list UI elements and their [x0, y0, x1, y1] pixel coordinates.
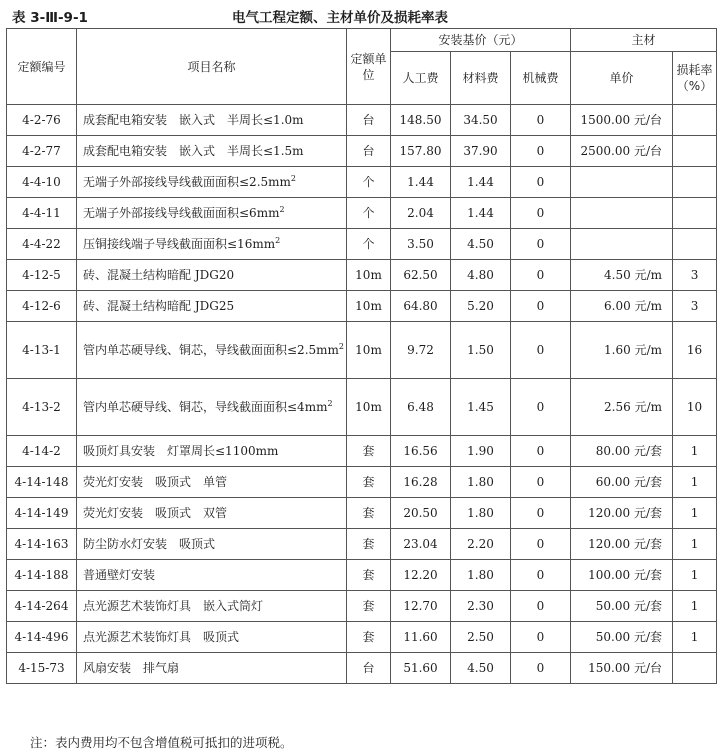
cell-code: 4-4-11	[7, 198, 77, 229]
cell-code: 4-13-2	[7, 379, 77, 436]
cell-unit-price: 4.50 元/m	[571, 260, 673, 291]
cell-labor: 12.20	[391, 560, 451, 591]
cell-material: 1.44	[451, 167, 511, 198]
cell-unit-price	[571, 167, 673, 198]
cell-labor: 64.80	[391, 291, 451, 322]
cell-code: 4-14-264	[7, 591, 77, 622]
cell-material: 4.50	[451, 229, 511, 260]
cell-unit: 套	[347, 591, 391, 622]
cell-labor: 148.50	[391, 105, 451, 136]
cell-material: 4.50	[451, 653, 511, 684]
table-row	[7, 622, 717, 653]
table-caption	[12, 4, 712, 26]
cell-material: 4.80	[451, 260, 511, 291]
cell-code: 4-14-496	[7, 622, 77, 653]
cell-loss-rate: 1	[673, 436, 717, 467]
cell-unit: 套	[347, 436, 391, 467]
quota-table	[6, 28, 717, 684]
header-name: 项目名称	[77, 29, 347, 105]
cell-unit: 10m	[347, 260, 391, 291]
table-row	[7, 498, 717, 529]
cell-name: 成套配电箱安装 嵌入式 半周长≤1.0m	[77, 105, 347, 136]
cell-loss-rate	[673, 105, 717, 136]
cell-unit: 台	[347, 136, 391, 167]
cell-code: 4-15-73	[7, 653, 77, 684]
cell-unit: 10m	[347, 291, 391, 322]
cell-machine: 0	[511, 136, 571, 167]
cell-unit: 10m	[347, 379, 391, 436]
cell-machine: 0	[511, 436, 571, 467]
cell-machine: 0	[511, 591, 571, 622]
cell-machine: 0	[511, 322, 571, 379]
cell-loss-rate: 3	[673, 291, 717, 322]
cell-unit-price: 100.00 元/套	[571, 560, 673, 591]
cell-name: 吸顶灯具安装 灯罩周长≤1100mm	[77, 436, 347, 467]
cell-name: 无端子外部接线导线截面面积$\le 2.5mm^2$	[77, 167, 347, 198]
cell-unit: 台	[347, 653, 391, 684]
cell-machine: 0	[511, 291, 571, 322]
header-main-material: 主材	[571, 29, 717, 52]
cell-code: 4-14-149	[7, 498, 77, 529]
cell-unit: 10m	[347, 322, 391, 379]
table-title: 电气工程定额、主材单价及损耗率表	[232, 10, 448, 26]
cell-code: 4-2-76	[7, 105, 77, 136]
cell-machine: 0	[511, 260, 571, 291]
cell-machine: 0	[511, 105, 571, 136]
cell-labor: 16.28	[391, 467, 451, 498]
header-unit-price: 单价	[571, 52, 673, 105]
cell-code: 4-12-6	[7, 291, 77, 322]
cell-unit: 个	[347, 229, 391, 260]
cell-material: 2.50	[451, 622, 511, 653]
cell-loss-rate	[673, 229, 717, 260]
table-row	[7, 260, 717, 291]
table-row	[7, 560, 717, 591]
cell-labor: 157.80	[391, 136, 451, 167]
cell-code: 4-14-148	[7, 467, 77, 498]
cell-unit: 套	[347, 529, 391, 560]
cell-labor: 1.44	[391, 167, 451, 198]
cell-unit-price: 2.56 元/m	[571, 379, 673, 436]
cell-unit: 套	[347, 560, 391, 591]
cell-labor: 3.50	[391, 229, 451, 260]
cell-material: 1.50	[451, 322, 511, 379]
cell-labor: 11.60	[391, 622, 451, 653]
cell-machine: 0	[511, 498, 571, 529]
cell-code: 4-4-10	[7, 167, 77, 198]
header-loss-rate: 损耗率（%）	[673, 52, 717, 105]
cell-name: 砖、混凝土结构暗配 JDG20	[77, 260, 347, 291]
cell-code: 4-14-163	[7, 529, 77, 560]
cell-machine: 0	[511, 560, 571, 591]
table-number: 表 3-Ⅲ-9-1	[12, 10, 88, 26]
cell-machine: 0	[511, 229, 571, 260]
cell-machine: 0	[511, 467, 571, 498]
table-row	[7, 136, 717, 167]
cell-name: 荧光灯安装 吸顶式 单管	[77, 467, 347, 498]
cell-loss-rate: 1	[673, 467, 717, 498]
cell-material: 1.44	[451, 198, 511, 229]
cell-name: 压铜接线端子导线截面面积$\le 16mm^2$	[77, 229, 347, 260]
cell-machine: 0	[511, 167, 571, 198]
table-note: 注：表内费用均不包含增值税可抵扣的进项税。	[30, 735, 293, 750]
cell-unit-price: 120.00 元/套	[571, 498, 673, 529]
cell-unit-price: 1500.00 元/台	[571, 105, 673, 136]
cell-labor: 2.04	[391, 198, 451, 229]
cell-unit-price: 150.00 元/台	[571, 653, 673, 684]
cell-name: 风扇安装 排气扇	[77, 653, 347, 684]
cell-unit-price: 2500.00 元/台	[571, 136, 673, 167]
cell-unit: 套	[347, 498, 391, 529]
header-machine: 机械费	[511, 52, 571, 105]
cell-loss-rate: 3	[673, 260, 717, 291]
cell-loss-rate: 1	[673, 529, 717, 560]
cell-loss-rate: 1	[673, 591, 717, 622]
table-row	[7, 436, 717, 467]
cell-name: 防尘防水灯安装 吸顶式	[77, 529, 347, 560]
table-row	[7, 379, 717, 436]
table-row	[7, 591, 717, 622]
cell-name: 无端子外部接线导线截面面积$\le 6mm^2$	[77, 198, 347, 229]
cell-material: 1.80	[451, 560, 511, 591]
table-row	[7, 529, 717, 560]
cell-machine: 0	[511, 653, 571, 684]
table-row	[7, 322, 717, 379]
cell-machine: 0	[511, 529, 571, 560]
cell-material: 2.20	[451, 529, 511, 560]
cell-name: 砖、混凝土结构暗配 JDG25	[77, 291, 347, 322]
cell-material: 5.20	[451, 291, 511, 322]
header-install-price: 安装基价（元）	[391, 29, 571, 52]
cell-loss-rate	[673, 167, 717, 198]
table-row	[7, 229, 717, 260]
header-labor: 人工费	[391, 52, 451, 105]
table-row	[7, 291, 717, 322]
cell-material: 1.45	[451, 379, 511, 436]
table-row	[7, 467, 717, 498]
cell-labor: 12.70	[391, 591, 451, 622]
cell-name: 管内单芯硬导线、铜芯，导线截面面积$\le 2.5mm^2$	[77, 322, 347, 379]
cell-labor: 16.56	[391, 436, 451, 467]
cell-material: 34.50	[451, 105, 511, 136]
cell-loss-rate	[673, 653, 717, 684]
cell-name: 管内单芯硬导线、铜芯，导线截面面积$\le 4mm^2$	[77, 379, 347, 436]
table-body	[7, 105, 717, 684]
cell-unit: 套	[347, 622, 391, 653]
cell-material: 2.30	[451, 591, 511, 622]
cell-machine: 0	[511, 379, 571, 436]
cell-labor: 6.48	[391, 379, 451, 436]
cell-code: 4-13-1	[7, 322, 77, 379]
cell-name: 点光源艺术装饰灯具 嵌入式筒灯	[77, 591, 347, 622]
cell-name: 成套配电箱安装 嵌入式 半周长≤1.5m	[77, 136, 347, 167]
cell-unit-price: 1.60 元/m	[571, 322, 673, 379]
cell-labor: 51.60	[391, 653, 451, 684]
table-row	[7, 653, 717, 684]
cell-labor: 20.50	[391, 498, 451, 529]
cell-unit: 套	[347, 467, 391, 498]
cell-code: 4-2-77	[7, 136, 77, 167]
cell-loss-rate: 1	[673, 498, 717, 529]
cell-unit-price: 80.00 元/套	[571, 436, 673, 467]
cell-loss-rate	[673, 198, 717, 229]
cell-labor: 9.72	[391, 322, 451, 379]
cell-loss-rate: 10	[673, 379, 717, 436]
cell-labor: 23.04	[391, 529, 451, 560]
cell-code: 4-12-5	[7, 260, 77, 291]
table-row	[7, 105, 717, 136]
cell-unit-price: 60.00 元/套	[571, 467, 673, 498]
cell-loss-rate: 1	[673, 622, 717, 653]
cell-unit: 个	[347, 167, 391, 198]
cell-code: 4-4-22	[7, 229, 77, 260]
table-row	[7, 167, 717, 198]
cell-loss-rate: 16	[673, 322, 717, 379]
cell-material: 1.80	[451, 498, 511, 529]
cell-loss-rate	[673, 136, 717, 167]
cell-unit-price: 50.00 元/套	[571, 591, 673, 622]
cell-unit-price	[571, 229, 673, 260]
cell-unit-price: 6.00 元/m	[571, 291, 673, 322]
table-row	[7, 198, 717, 229]
cell-unit-price: 120.00 元/套	[571, 529, 673, 560]
header-code: 定额编号	[7, 29, 77, 105]
cell-unit-price: 50.00 元/套	[571, 622, 673, 653]
cell-material: 1.80	[451, 467, 511, 498]
cell-material: 1.90	[451, 436, 511, 467]
cell-labor: 62.50	[391, 260, 451, 291]
cell-name: 荧光灯安装 吸顶式 双管	[77, 498, 347, 529]
cell-unit: 台	[347, 105, 391, 136]
header-unit: 定额单位	[347, 29, 391, 105]
cell-name: 点光源艺术装饰灯具 吸顶式	[77, 622, 347, 653]
cell-material: 37.90	[451, 136, 511, 167]
cell-unit-price	[571, 198, 673, 229]
cell-name: 普通壁灯安装	[77, 560, 347, 591]
cell-code: 4-14-188	[7, 560, 77, 591]
cell-loss-rate: 1	[673, 560, 717, 591]
cell-unit: 个	[347, 198, 391, 229]
header-material: 材料费	[451, 52, 511, 105]
cell-machine: 0	[511, 622, 571, 653]
cell-machine: 0	[511, 198, 571, 229]
cell-code: 4-14-2	[7, 436, 77, 467]
